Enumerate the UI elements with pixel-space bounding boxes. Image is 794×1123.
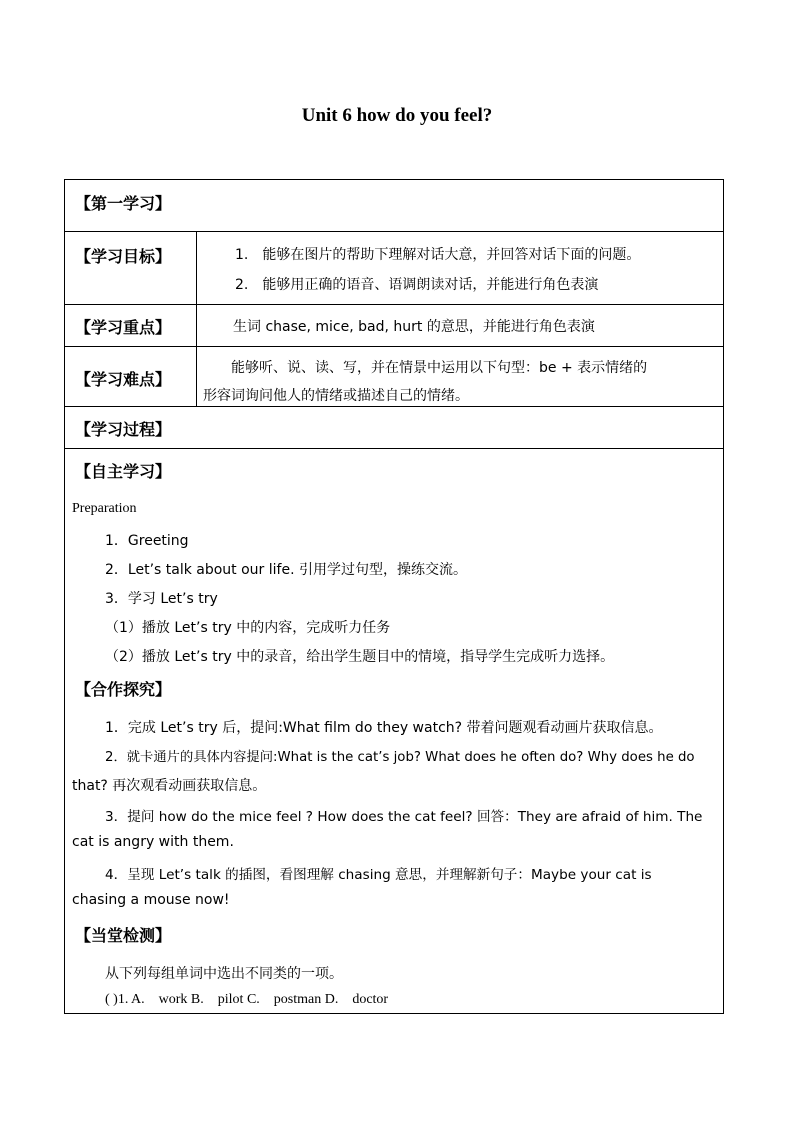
row-learning-difficulty bbox=[65, 347, 723, 407]
difficulty-line: 形容词询问他人的情绪或描述自己的情绪。 bbox=[203, 388, 469, 404]
preparation-label: Preparation bbox=[72, 501, 137, 516]
column-divider bbox=[196, 232, 197, 304]
page-title: Unit 6 how do you feel? bbox=[301, 105, 493, 126]
check-instruction: 从下列每组单词中选出不同类的一项。 bbox=[105, 966, 343, 982]
learning-goals-label: 【学习目标】 bbox=[75, 247, 172, 266]
column-divider bbox=[196, 305, 197, 346]
cooperation-paragraph: 2．就卡通片的具体内容提问:What is the cat’s job? What does he often do? Why does he do bbox=[105, 750, 695, 765]
cooperation-paragraph: 1．完成 Let’s try 后，提问:What film do they watch? 带着问题观看动画片获取信息。 bbox=[105, 720, 663, 736]
goal-item: 1. 能够在图片的帮助下理解对话大意，并回答对话下面的问题。 bbox=[235, 247, 641, 263]
goal-item: 2. 能够用正确的语音、语调朗读对话，并能进行角色表演 bbox=[235, 277, 599, 293]
self-study-item: 3．学习 Let’s try bbox=[105, 591, 218, 607]
learning-difficulty-label: 【学习难点】 bbox=[75, 370, 172, 389]
first-study-label: 【第一学习】 bbox=[75, 194, 172, 213]
row-learning-process bbox=[65, 407, 723, 449]
row-learning-focus bbox=[65, 305, 723, 347]
self-study-heading: 【自主学习】 bbox=[75, 462, 172, 481]
in-class-check-heading: 【当堂检测】 bbox=[75, 926, 172, 945]
learning-process-label: 【学习过程】 bbox=[75, 420, 172, 439]
difficulty-line: 能够听、说、读、写，并在情景中运用以下句型：be + 表示情绪的 bbox=[231, 360, 648, 376]
content-cell bbox=[65, 449, 723, 1013]
cooperation-paragraph: chasing a mouse now! bbox=[72, 892, 230, 908]
cooperation-heading: 【合作探究】 bbox=[75, 680, 172, 699]
cooperation-paragraph: 4．呈现 Let’s talk 的插图，看图理解 chasing 意思，并理解新句子：Maybe your cat is bbox=[105, 867, 652, 883]
self-study-item: 1．Greeting bbox=[105, 533, 189, 549]
row-first-study bbox=[65, 180, 723, 232]
row-learning-goals bbox=[65, 232, 723, 305]
column-divider bbox=[196, 347, 197, 406]
self-study-item: （1）播放 Let’s try 中的内容，完成听力任务 bbox=[105, 620, 391, 636]
cooperation-paragraph: 3．提问 how do the mice feel ? How does the cat feel? 回答：They are afraid of him. The bbox=[105, 809, 703, 825]
learning-focus-label: 【学习重点】 bbox=[75, 318, 172, 337]
focus-text: 生词 chase, mice, bad, hurt 的意思，并能进行角色表演 bbox=[233, 319, 595, 335]
lesson-table bbox=[64, 179, 724, 1014]
cooperation-paragraph: that? 再次观看动画获取信息。 bbox=[72, 778, 267, 794]
cooperation-paragraph: cat is angry with them. bbox=[72, 834, 234, 850]
self-study-item: （2）播放 Let’s try 中的录音，给出学生题目中的情境，指导学生完成听力选择。 bbox=[105, 649, 615, 665]
self-study-item: 2．Let’s talk about our life. 引用学过句型，操练交流。 bbox=[105, 562, 467, 578]
check-question: ( )1. A. work B. pilot C. postman D. doctor bbox=[105, 992, 389, 1007]
